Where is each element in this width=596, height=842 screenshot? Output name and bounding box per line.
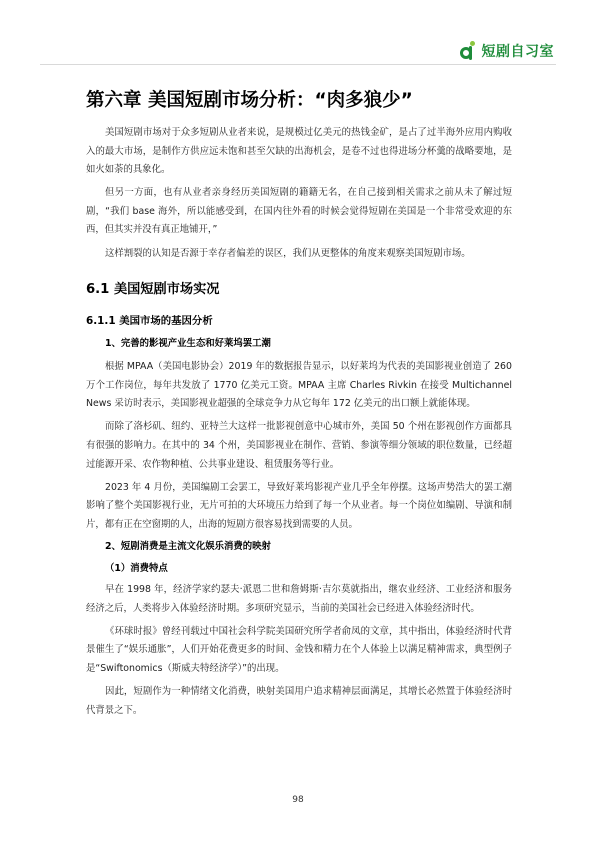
sub-item-heading: （1）消费特点 — [105, 563, 168, 574]
logo-text: 短剧自习室 — [481, 44, 554, 60]
chapter-title: 第六章 美国短剧市场分析：“肉多狼少” — [86, 90, 413, 111]
body-paragraph: 根据 MPAA（美国电影协会）2019 年的数据报告显示，以好莱坞为代表的美国影视业创造了 260 万个工作岗位，每年共发放了 1770 亿美元工资。MPAA 主席 Charles Rivkin 在接受 Multichannel News 采访时表示，美国影视业超强的全球竞争力从它每年 172 亿美元的出口额上就能体现。 — [86, 361, 512, 410]
intro-paragraph: 但另一方面，也有从业者亲身经历美国短剧的籍籍无名，在自己接到相关需求之前从未了解过短剧，“我们 base 海外，所以能感受到，在国内往外看的时候会觉得短剧在美国是一个非常受欢迎的东西，但其实并没有真正地铺开，” — [86, 187, 512, 236]
subsection-heading: 6.1.1 美国市场的基因分析 — [86, 315, 213, 328]
body-paragraph: 《环球时报》曾经刊载过中国社会科学院美国研究所学者俞凤的文章，其中指出，体验经济时代背景催生了“娱乐通胀”，人们开始花费更多的时间、金钱和精力在个人体验上以满足精神需求，典型例子是“Swiftonomics（斯威夫特经济学）”的出现。 — [86, 625, 512, 674]
item-heading: 1、完善的影视产业生态和好莱坞罢工潮 — [105, 338, 271, 350]
page-number: 98 — [292, 795, 304, 805]
page-content — [86, 88, 512, 725]
item-heading: 2、短剧消费是主流文化娱乐消费的映射 — [105, 541, 271, 552]
body-paragraph: 因此，短剧作为一种情绪文化消费，映射美国用户追求精神层面满足，其增长必然置于体验经济时代背景之下。 — [86, 685, 512, 716]
header-divider — [40, 64, 556, 65]
intro-paragraph: 这样割裂的认知是否源于幸存者偏差的误区，我们从更整体的角度来观察美国短剧市场。 — [105, 247, 471, 259]
body-paragraph: 早在 1998 年，经济学家约瑟夫·派恩二世和詹姆斯·吉尔莫就指出，继农业经济、工业经济和服务经济之后，人类将步入体验经济时期。多项研究显示，当前的美国社会已经进入体验经济时代。 — [86, 584, 512, 614]
body-paragraph: 而除了洛杉矶、纽约、亚特兰大这样一批影视创意中心城市外，美国 50 个州在影视创作方面都具有很强的影响力。在其中的 34 个州，美国影视业在制作、营销、参演等细分领域的职位数量，已经超过能源开采、农作物种植、公共事业建设、租赁服务等行业。 — [86, 421, 512, 470]
section-heading: 6.1 美国短剧市场实况 — [86, 282, 220, 298]
logo-icon — [459, 41, 479, 61]
body-paragraph: 2023 年 4 月份，美国编剧工会罢工，导致好莱坞影视产业几乎全年停摆。这场声势浩大的罢工潮影响了整个美国影视行业，无片可拍的大环境压力给到了每一个从业者。每一个岗位如编剧、导演和制片，都有正在空窗期的人，出海的短剧方很容易找到需要的人员。 — [86, 481, 512, 530]
intro-paragraph: 美国短剧市场对于众多短剧从业者来说，是规模过亿美元的热钱金矿，是占了过半海外应用内购收入的最大市场，是制作方供应远未饱和甚至欠缺的出海机会，是卷不过也得进场分杯羹的战略要地，是如火如荼的具象化。 — [86, 127, 512, 176]
brand-logo — [459, 40, 555, 62]
